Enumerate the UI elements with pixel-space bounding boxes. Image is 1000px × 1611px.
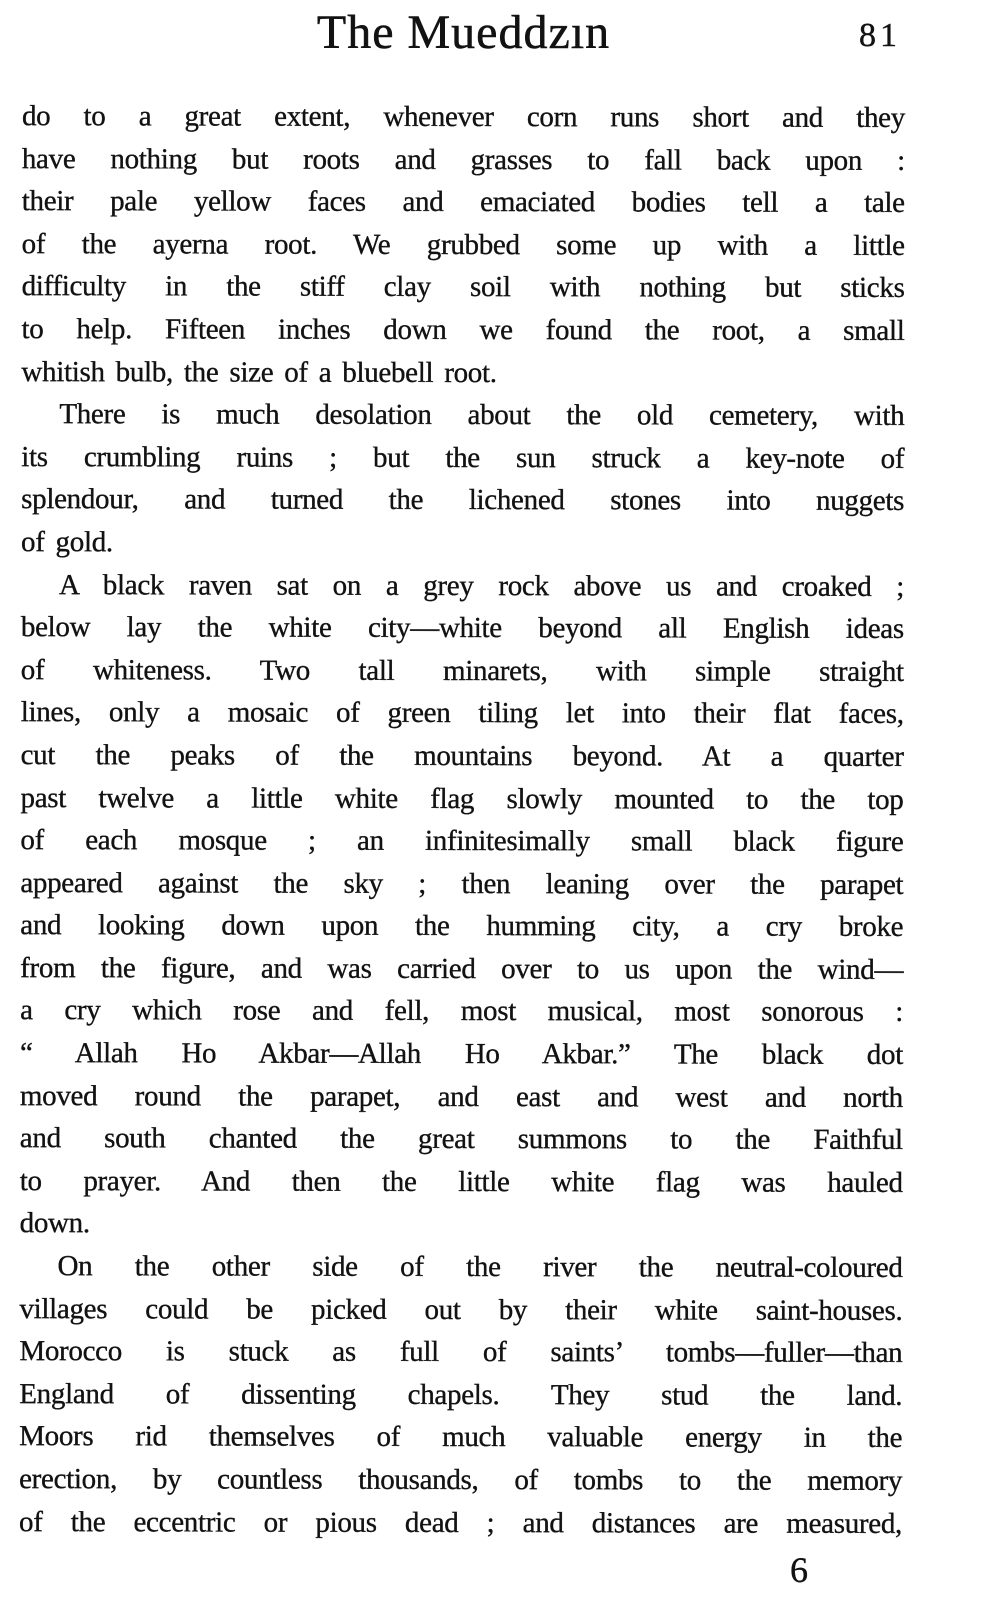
text-line: There is much desolation about the old cemetery, with [59, 398, 905, 433]
text-line: its crumbling ruins ; but the sun struck a key-note of [21, 440, 905, 475]
paragraph [20, 564, 904, 1247]
text-line: erection, by countless thousands, of tombs to the memory [19, 1463, 903, 1497]
text-line: whitish bulb, the size of a bluebell root. [21, 355, 497, 389]
page-body [19, 95, 905, 1545]
text-line: of gold. [21, 526, 113, 559]
text-line: from the figure, and was carried over to us upon the wind— [20, 951, 904, 986]
text-line: England of dissenting chapels. They stud the land. [19, 1377, 903, 1412]
text-line: moved round the parapet, and east and west and north [19, 1079, 903, 1114]
text-line: Moors rid themselves of much valuable energy in the [19, 1420, 903, 1455]
text-line: do to a great extent, whenever corn runs short and they [21, 100, 905, 134]
text-line: have nothing but roots and grasses to fall back upon : [21, 142, 905, 177]
text-line: of each mosque ; an infinitesimally small black figure [20, 824, 904, 859]
text-line: down. [19, 1207, 90, 1240]
text-line: and looking down upon the humming city, a cry broke [20, 909, 904, 944]
text-line: to help. Fifteen inches down we found the root, a small [21, 313, 905, 347]
page-number: 81 [859, 17, 901, 54]
text-line: “ Allah Ho Akbar—Allah Ho Akbar.” The black dot [19, 1037, 904, 1071]
text-line: their pale yellow faces and emaciated bodies tell a tale [21, 185, 905, 220]
text-line: a cry which rose and fell, most musical, most sonorous : [20, 994, 904, 1029]
text-line: of whiteness. Two tall minarets, with simple straight [20, 653, 904, 688]
text-line: lines, only a mosaic of green tiling let into their flat faces, [20, 696, 904, 731]
text-line: difficulty in the stiff clay soil with nothing but sticks [21, 270, 905, 305]
text-line: of the eccentric or pious dead ; and distances are measured, [18, 1505, 903, 1540]
text-line: splendour, and turned the lichened stones into nuggets [21, 483, 905, 518]
text-line: cut the peaks of the mountains beyond. At a quarter [20, 738, 904, 773]
text-line: to prayer. And then the little white flag was hauled [19, 1164, 903, 1199]
paragraph [21, 393, 904, 565]
paragraph [19, 1245, 903, 1545]
text-line: of the ayerna root. We grubbed some up with a little [21, 227, 905, 262]
text-line: appeared against the sky ; then leaning over the parapet [20, 866, 904, 901]
text-line: past twelve a little white flag slowly mounted to the top [20, 781, 904, 816]
text-line: On the other side of the river the neutral-coloured [57, 1250, 903, 1284]
text-line: villages could be picked out by their white saint-houses. [19, 1292, 903, 1327]
paragraph [21, 95, 905, 395]
text-line: below lay the white city—white beyond all English ideas [20, 611, 904, 646]
text-line: and south chanted the great summons to the Faithful [19, 1122, 903, 1157]
signature-mark: 6 [790, 1550, 808, 1590]
page-title: The Mueddzın [316, 6, 611, 59]
text-line: Morocco is stuck as full of saints’ tombs—fuller—than [19, 1335, 903, 1370]
page-header [22, 6, 905, 66]
text-line: A black raven sat on a grey rock above us and croaked ; [58, 568, 905, 603]
